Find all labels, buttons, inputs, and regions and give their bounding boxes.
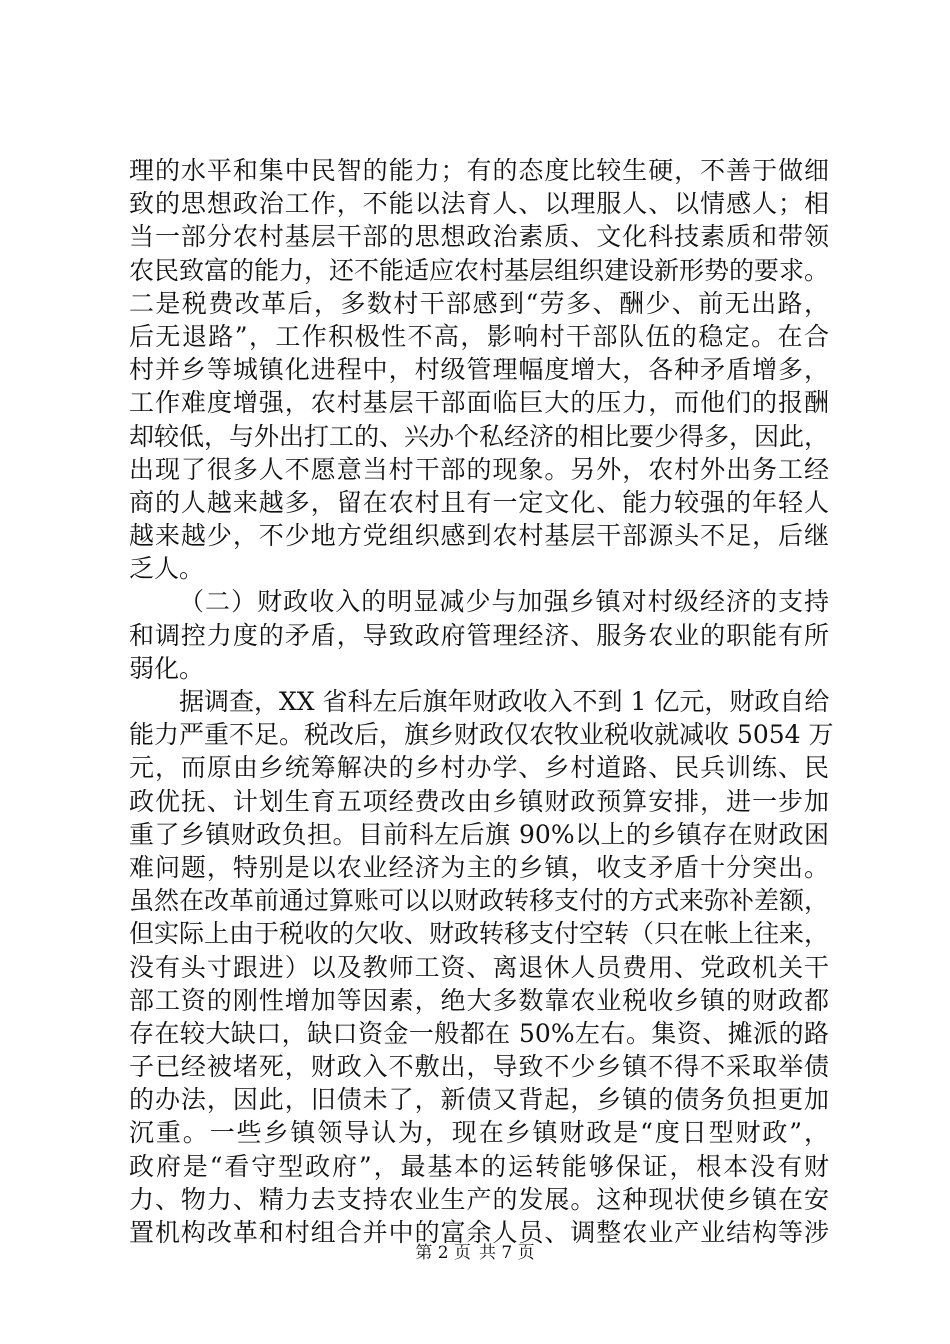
text-line: 工作难度增强，农村基层干部面临巨大的压力，而他们的报酬	[129, 388, 829, 418]
text-line: 政府是“看守型政府”，最基本的运转能够保证，根本没有财	[129, 1151, 829, 1181]
text-line: 置机构改革和村组合并中的富余人员、调整农业产业结构等涉	[129, 1218, 829, 1247]
text-line: 的办法，因此，旧债未了，新债又背起，乡镇的债务负担更加	[129, 1085, 829, 1115]
text-line: 致的思想政治工作，不能以法育人、以理服人、以情感人；相	[129, 189, 829, 219]
page-number: 第 2 页	[415, 1243, 471, 1263]
text-line: 商的人越来越多，留在农村且有一定文化、能力较强的年轻人	[129, 487, 829, 517]
section-heading-line: （二）财政收入的明显减少与加强乡镇对村级经济的支持	[179, 587, 829, 617]
text-line: 政优抚、计划生育五项经费改由乡镇财政预算安排，进一步加	[129, 786, 829, 816]
text-line: 力、物力、精力去支持农业生产的发展。这种现状使乡镇在安	[129, 1184, 829, 1214]
body-text	[129, 154, 834, 1249]
text-line: 乏人。	[129, 554, 205, 584]
text-line: 村并乡等城镇化进程中，村级管理幅度增大，各种矛盾增多，	[129, 355, 829, 385]
text-line: 二是税费改革后，多数村干部感到“劳多、酬少、前无出路，	[129, 288, 829, 318]
page-total: 共 7 页	[479, 1243, 535, 1263]
text-line: 理的水平和集中民智的能力；有的态度比较生硬，不善于做细	[129, 156, 829, 185]
text-line: 当一部分农村基层干部的思想政治素质、文化科技素质和带领	[129, 222, 829, 252]
section-heading-line: 弱化。	[129, 653, 205, 683]
text-line: 越来越少，不少地方党组织感到农村基层干部源头不足，后继	[129, 521, 829, 551]
text-line: 难问题，特别是以农业经济为主的乡镇，收支矛盾十分突出。	[129, 852, 829, 882]
text-line: 元，而原由乡统筹解决的乡村办学、乡村道路、民兵训练、民	[129, 753, 829, 783]
text-line: 能力严重不足。税改后，旗乡财政仅农牧业税收就减收 5054 万	[129, 720, 834, 750]
text-line: 部工资的刚性增加等因素，绝大多数靠农业税收乡镇的财政都	[129, 985, 829, 1015]
section-heading-line: 和调控力度的矛盾，导致政府管理经济、服务农业的职能有所	[129, 620, 829, 650]
text-line: 重了乡镇财政负担。目前科左后旗 90%以上的乡镇存在财政困	[129, 819, 829, 849]
page-footer	[0, 1242, 950, 1264]
text-line: 沉重。一些乡镇领导认为，现在乡镇财政是“度日型财政”，	[129, 1118, 829, 1148]
text-line: 却较低，与外出打工的、兴办个私经济的相比要少得多，因此，	[129, 421, 830, 451]
text-line: 存在较大缺口，缺口资金一般都在 50%左右。集资、摊派的路	[129, 1018, 829, 1048]
text-line: 子已经被堵死，财政入不敷出，导致不少乡镇不得不采取举债	[129, 1052, 829, 1082]
text-line: 出现了很多人不愿意当村干部的现象。另外，农村外出务工经	[129, 454, 829, 484]
text-line: 但实际上由于税收的欠收、财政转移支付空转（只在帐上往来，	[129, 919, 830, 949]
text-line: 没有头寸跟进）以及教师工资、离退休人员费用、党政机关干	[129, 952, 829, 982]
text-line: 后无退路”，工作积极性不高，影响村干部队伍的稳定。在合	[129, 321, 829, 351]
text-line: 据调查，XX 省科左后旗年财政收入不到 1 亿元，财政自给	[179, 687, 830, 716]
text-line: 农民致富的能力，还不能适应农村基层组织建设新形势的要求。	[129, 255, 830, 285]
text-line: 虽然在改革前通过算账可以以财政转移支付的方式来弥补差额，	[129, 886, 830, 916]
